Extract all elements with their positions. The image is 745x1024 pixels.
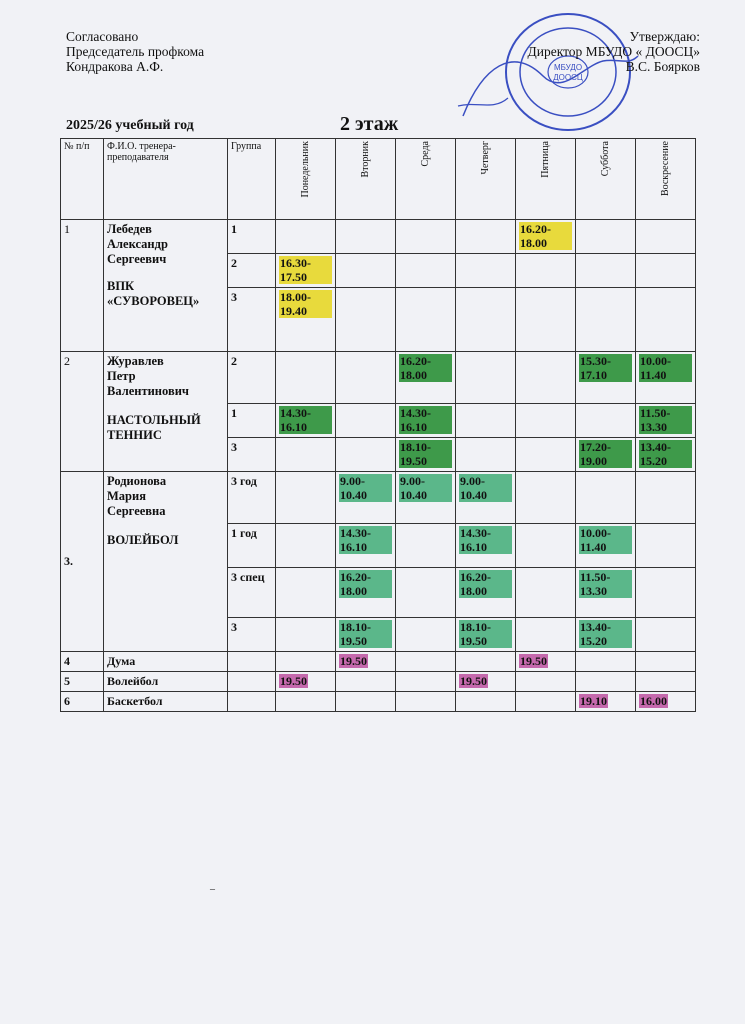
- table-row: [61, 220, 696, 254]
- group-cell: 1 год: [228, 524, 276, 568]
- group-cell: 1: [228, 220, 276, 254]
- time-slot: 11.50-13.30: [579, 570, 632, 598]
- row-num: 6: [61, 692, 104, 712]
- group-cell: 2: [228, 254, 276, 288]
- time-slot: 10.00-11.40: [639, 354, 692, 382]
- col-fio-header: Ф.И.О. тренера-преподавателя: [104, 139, 228, 220]
- group-cell: 1: [228, 404, 276, 438]
- row-num: 1: [61, 220, 104, 352]
- time-slot: 9.00-10.40: [399, 474, 452, 502]
- col-sunday: Воскресение: [636, 139, 696, 220]
- schedule-table: [60, 138, 696, 712]
- table-row: [61, 352, 696, 404]
- table-row: [61, 652, 696, 672]
- time-slot: 11.50-13.30: [639, 406, 692, 434]
- col-wednesday: Среда: [396, 139, 456, 220]
- floor-title: 2 этаж: [340, 113, 399, 135]
- time-slot: 10.00-11.40: [579, 526, 632, 554]
- time-slot: 16.00: [640, 694, 667, 708]
- time-slot: 19.50: [340, 654, 367, 668]
- col-group-header: Группа: [228, 139, 276, 220]
- time-slot: 16.20-18.00: [459, 570, 512, 598]
- activity-label: Дума: [104, 652, 228, 672]
- time-slot: 9.00-10.40: [459, 474, 512, 502]
- row-num: 4: [61, 652, 104, 672]
- col-saturday: Суббота: [576, 139, 636, 220]
- time-slot: 19.50: [520, 654, 547, 668]
- approve-label: Утверждаю:: [629, 29, 700, 44]
- col-monday: Понедельник: [276, 139, 336, 220]
- col-friday: Пятница: [516, 139, 576, 220]
- svg-text:ДООСЦ: ДООСЦ: [553, 73, 583, 82]
- union-chair-name: Кондракова А.Ф.: [66, 59, 164, 74]
- approved-block: [66, 29, 204, 74]
- activity-label: Волейбол: [104, 672, 228, 692]
- school-year: 2025/26 учебный год: [66, 118, 194, 133]
- row-num: 3.: [61, 472, 104, 652]
- col-tuesday: Вторник: [336, 139, 396, 220]
- time-slot: 16.20-18.00: [399, 354, 452, 382]
- col-thursday: Четверг: [456, 139, 516, 220]
- time-slot: 13.40-15.20: [579, 620, 632, 648]
- time-slot: 19.10: [580, 694, 607, 708]
- time-slot: 16.30-17.50: [279, 256, 332, 284]
- time-slot: 13.40-15.20: [639, 440, 692, 468]
- table-row: [61, 692, 696, 712]
- approved-label: Согласовано: [66, 29, 139, 44]
- time-slot: 18.10-19.50: [459, 620, 512, 648]
- time-slot: 19.50: [280, 674, 307, 688]
- director-label: Директор МБУДО « ДООСЦ»: [527, 44, 700, 59]
- row-num: 2: [61, 352, 104, 472]
- group-cell: 3: [228, 618, 276, 652]
- trainer-name: Лебедев Александр Сергеевич ВПК «СУВОРОВЕЦ»: [104, 220, 228, 352]
- svg-text:МБУДО: МБУДО: [553, 63, 583, 72]
- time-slot: 14.30-16.10: [459, 526, 512, 554]
- time-slot: 17.20-19.00: [579, 440, 632, 468]
- time-slot: 19.50: [460, 674, 487, 688]
- group-cell: 3 год: [228, 472, 276, 524]
- page-mark: –: [210, 884, 215, 895]
- director-name: В.С. Боярков: [625, 59, 700, 74]
- table-row: [61, 672, 696, 692]
- trainer-name: Журавлев Петр Валентинович НАСТОЛЬНЫЙ ТЕННИС: [104, 352, 228, 472]
- group-cell: 3: [228, 288, 276, 352]
- union-chair-label: Председатель профкома: [66, 44, 205, 59]
- time-slot: 14.30-16.10: [279, 406, 332, 434]
- row-num: 5: [61, 672, 104, 692]
- time-slot: 14.30-16.10: [339, 526, 392, 554]
- header-row: [61, 139, 696, 220]
- time-slot: 14.30-16.10: [399, 406, 452, 434]
- activity-label: Баскетбол: [104, 692, 228, 712]
- time-slot: 18.00-19.40: [279, 290, 332, 318]
- group-cell: 3 спец: [228, 568, 276, 618]
- time-slot: 15.30-17.10: [579, 354, 632, 382]
- time-slot: 16.20-18.00: [519, 222, 572, 250]
- col-num-header: № п/п: [61, 139, 104, 220]
- time-slot: 16.20-18.00: [339, 570, 392, 598]
- time-slot: 18.10-19.50: [399, 440, 452, 468]
- approve-block: [514, 29, 700, 74]
- table-row: [61, 472, 696, 524]
- trainer-name: Родионова Мария Сергеевна ВОЛЕЙБОЛ: [104, 472, 228, 652]
- time-slot: 9.00-10.40: [339, 474, 392, 502]
- time-slot: 18.10-19.50: [339, 620, 392, 648]
- group-cell: 2: [228, 352, 276, 404]
- group-cell: 3: [228, 438, 276, 472]
